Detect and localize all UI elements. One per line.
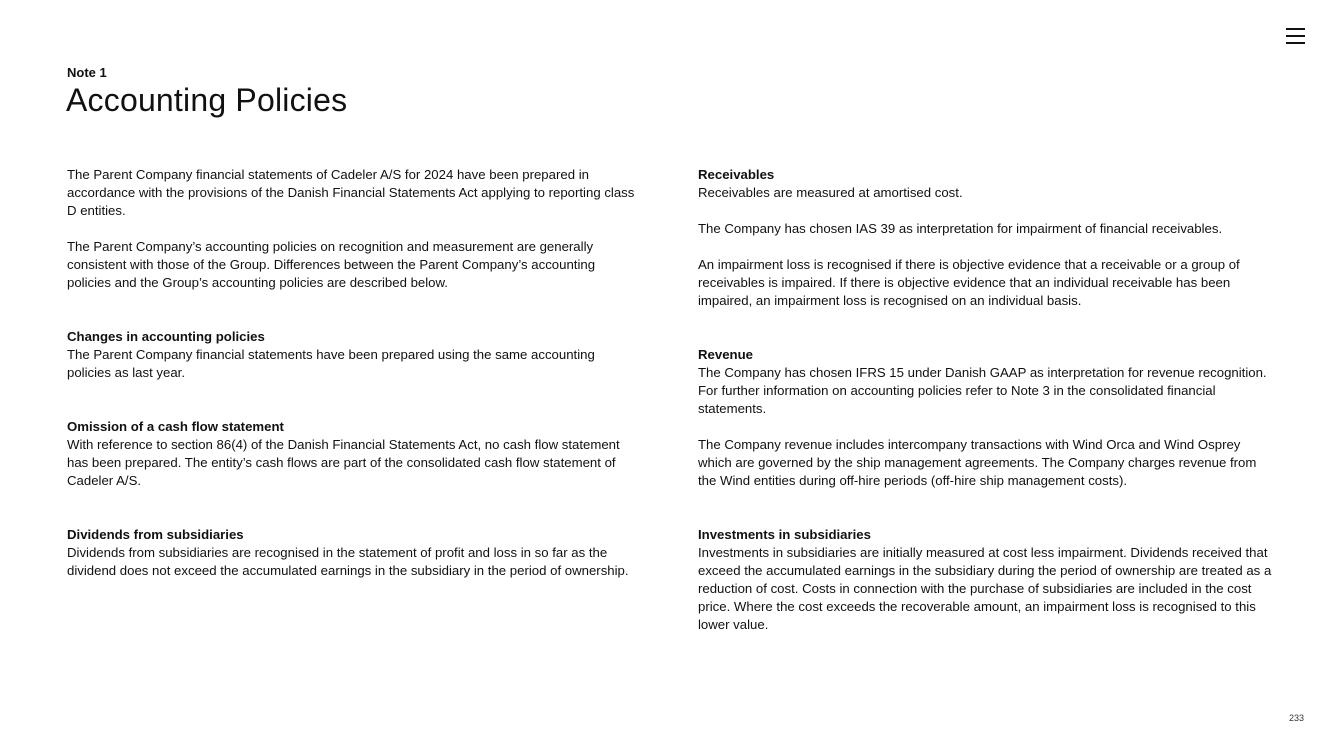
revenue-paragraph-1: The Company has chosen IFRS 15 under Danish GAAP as interpretation for revenue recognition. For further information on accounting policies refer to Note 3 in the consolidated financial statements. — [698, 365, 1267, 416]
receivables-paragraph-1: Receivables are measured at amortised cost. — [698, 185, 963, 200]
receivables-paragraph-3: An impairment loss is recognised if there is objective evidence that a receivable or a group of receivables is impaired. If there is objective evidence that an individual receivable has been impaired, an impairment loss is recognised on an individual basis. — [698, 257, 1240, 308]
hamburger-menu-icon-line — [1286, 42, 1305, 44]
section-heading-changes: Changes in accounting policies — [67, 329, 265, 344]
dividends-paragraph: Dividends from subsidiaries are recognised in the statement of profit and loss in so far as the dividend does not exceed the accumulated earnings in the subsidiary in the period of ownership. — [67, 545, 629, 578]
section-heading-dividends: Dividends from subsidiaries — [67, 527, 244, 542]
section-heading-investments: Investments in subsidiaries — [698, 527, 871, 542]
intro-paragraph-2: The Parent Company’s accounting policies on recognition and measurement are generally consistent with those of the Group. Differences between the Parent Company’s accounting policies and the Group’s accounting policies are described below. — [67, 239, 596, 290]
hamburger-menu-icon — [1286, 28, 1305, 30]
section-heading-receivables: Receivables — [698, 167, 775, 182]
revenue-paragraph-2: The Company revenue includes intercompany transactions with Wind Orca and Wind Osprey which are governed by the ship management agreements. The Company charges revenue from the Wind entities during off-hire periods (off-hire ship management costs). — [698, 437, 1257, 488]
note-label: Note 1 — [67, 65, 107, 80]
page-title: Accounting Policies — [66, 82, 348, 118]
hamburger-menu-icon-line — [1286, 35, 1305, 37]
changes-paragraph: The Parent Company financial statements have been prepared using the same accounting policies as last year. — [67, 347, 595, 380]
left-column — [67, 166, 637, 598]
menu-button[interactable] — [1284, 26, 1308, 48]
right-column — [698, 166, 1273, 652]
cash-flow-paragraph: With reference to section 86(4) of the Danish Financial Statements Act, no cash flow statement has been prepared. The entity’s cash flows are part of the consolidated cash flow statement of Cadeler A/S. — [67, 437, 620, 488]
intro-paragraph-1: The Parent Company financial statements of Cadeler A/S for 2024 have been prepared in accordance with the provisions of the Danish Financial Statements Act applying to reporting class D entities. — [67, 167, 635, 218]
section-heading-cash-flow: Omission of a cash flow statement — [67, 419, 284, 434]
receivables-paragraph-2: The Company has chosen IAS 39 as interpretation for impairment of financial receivables. — [698, 221, 1223, 236]
page-number: 233 — [1289, 713, 1305, 723]
section-heading-revenue: Revenue — [698, 347, 753, 362]
investments-paragraph: Investments in subsidiaries are initially measured at cost less impairment. Dividends received that exceed the accumulated earnings in the subsidiary during the period of ownership are treated as a reduction of cost. Costs in connection with the purchase of subsidiaries are included in the cost price. Where the cost exceeds the recoverable amount, an impairment loss is recognised to this lower value. — [698, 545, 1272, 632]
